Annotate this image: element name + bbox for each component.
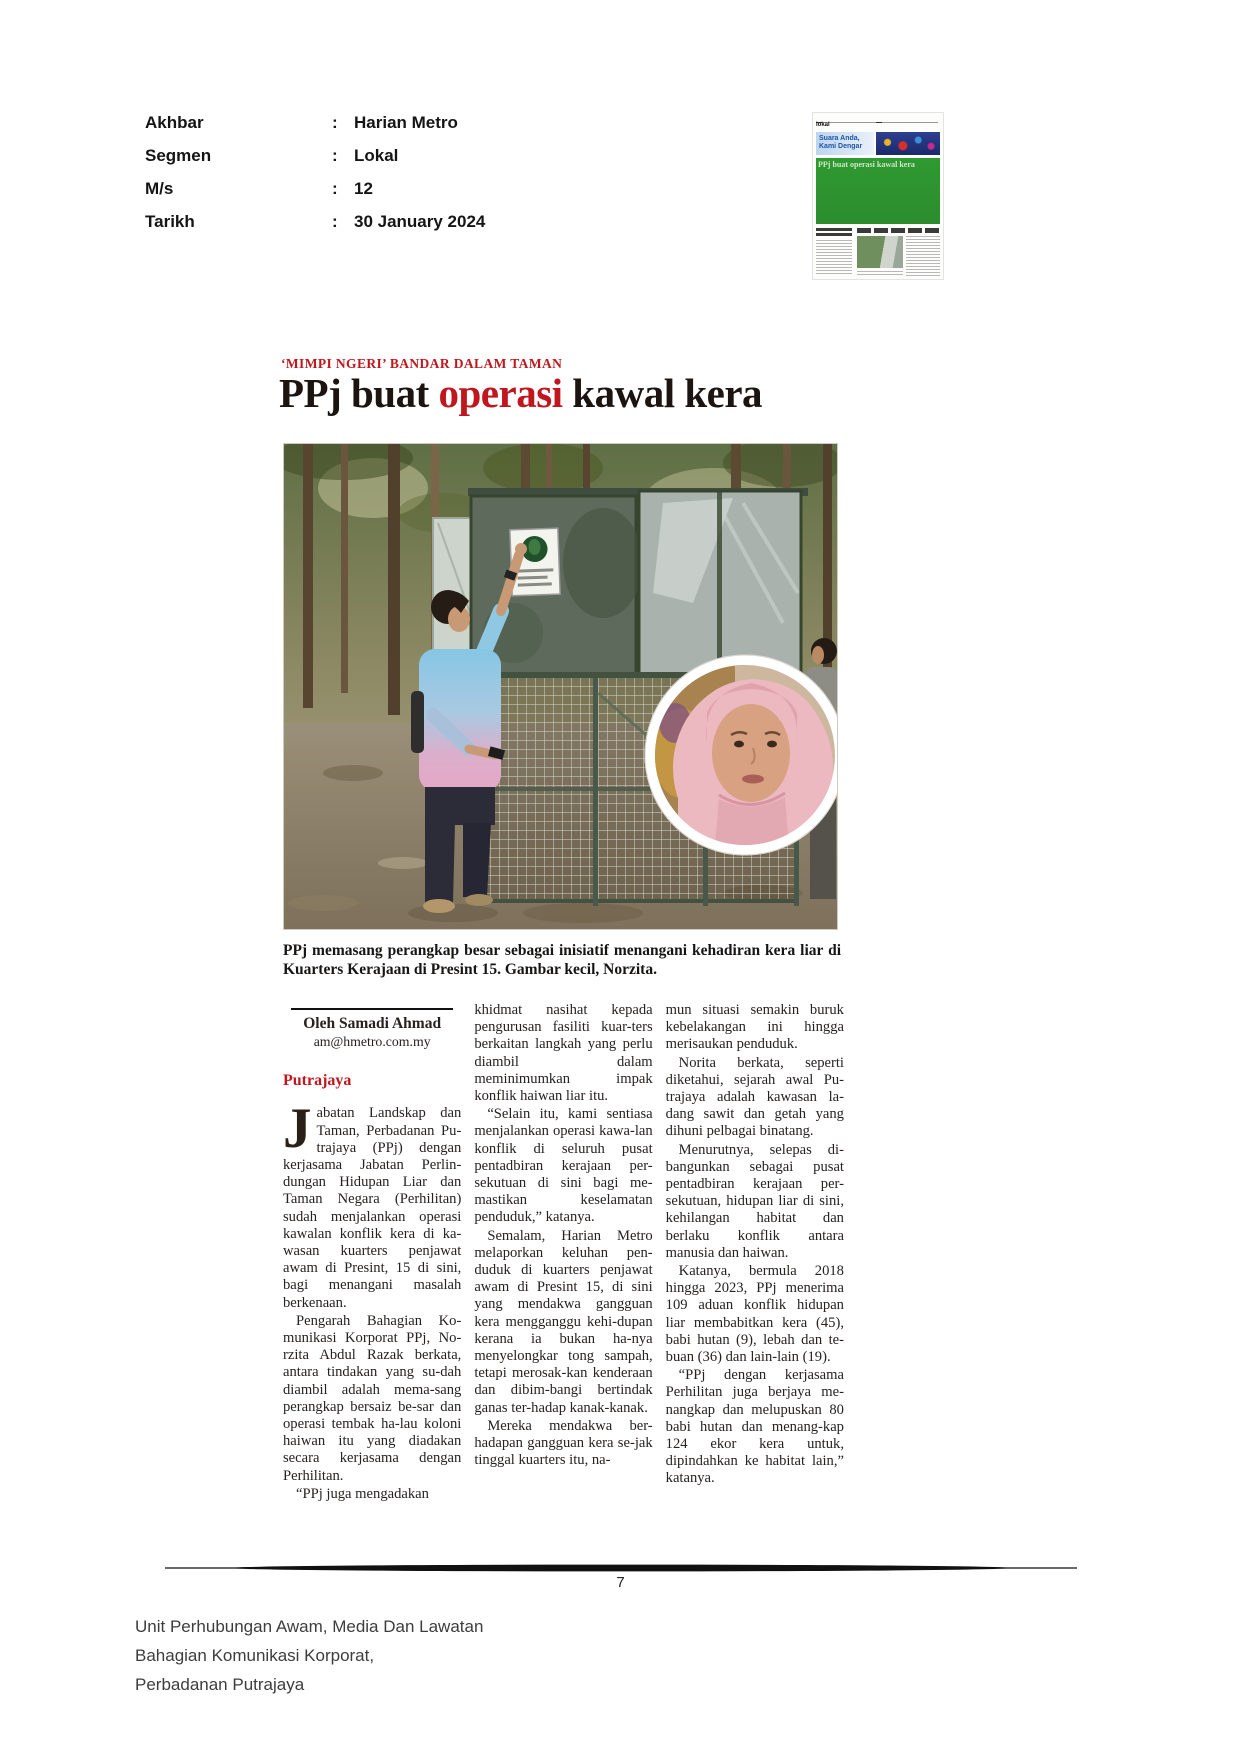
meta-colon: : <box>332 112 338 132</box>
clipping-metadata <box>145 106 485 238</box>
meta-label: M/s <box>145 178 174 198</box>
meta-row-ms <box>145 172 485 205</box>
article-body <box>283 1002 844 1504</box>
monkey-trap-photo-illustration <box>283 443 838 930</box>
headline-part2: kawal kera <box>562 370 763 416</box>
meta-label: Segmen <box>145 145 212 165</box>
thumbnail-headline: PPj buat operasi kawal kera <box>818 160 915 169</box>
thumbnail-promo-line2: Kami Dengar <box>819 143 863 150</box>
thumbnail-promo-box <box>816 132 874 155</box>
thumbnail-text-column-bottom <box>857 271 903 277</box>
thumbnail-section-label: lokal <box>816 122 830 128</box>
paragraph: “Selain itu, kami sentiasa menjalankan operasi kawa-lan konflik di seluruh pusat pentadbiran kerajaan per-sekutuan di sini bagi me-mastikan keselamatan penduduk,” katanya. <box>474 1106 653 1226</box>
paragraph: Menurutnya, selepas di-bangunkan sebagai pusat pentadbiran kerajaan per-sekutuan, hidupan liar di sini, kehilangan habitat dan berlaku konflik antara manusia dan haiwan. <box>665 1141 844 1261</box>
paragraph: khidmat nasihat kepada pengurusan fasiliti kuar-ters berkaitan langkah yang perlu diambil dalam meminimumkan impak konflik haiwan liar itu. <box>474 1002 653 1105</box>
dateline: Putrajaya <box>283 1072 352 1090</box>
paragraph: mun situasi semakin buruk kebelakangan ini hingga merisaukan penduduk. <box>665 1002 844 1053</box>
meta-colon: : <box>332 145 338 165</box>
thumbnail-text-column-left <box>816 240 852 276</box>
byline-email: am@hmetro.com.my <box>313 1033 431 1049</box>
article-photo <box>283 443 838 930</box>
article-headline <box>279 372 919 415</box>
thumbnail-secondary-photo <box>857 236 903 268</box>
meta-value: 12 <box>354 178 373 198</box>
article-kicker: ‘MIMPI NGERI’ BANDAR DALAM TAMAN <box>281 356 563 371</box>
footer-org-line: Bahagian Komunikasi Korporat, <box>135 1646 375 1665</box>
headline-part1: PPj buat <box>279 370 439 416</box>
headline-accent-word: operasi <box>438 370 563 416</box>
page-number: 7 <box>616 1574 625 1591</box>
thumbnail-subheadline-right <box>857 228 940 233</box>
thumbnail-main-photo <box>816 158 940 224</box>
thumbnail-ad-banner <box>876 132 940 155</box>
meta-label: Tarikh <box>145 211 195 231</box>
photo-caption: PPj memasang perangkap besar sebagai inisiatif menangani kehadiran kera liar di Kuarters Kerajaan di Presint 15. Gambar kecil, Norzita. <box>283 942 841 979</box>
meta-row-akhbar <box>145 106 485 139</box>
paragraph: “PPj juga mengadakan <box>296 1485 429 1502</box>
meta-label: Akhbar <box>145 112 204 132</box>
meta-row-segmen <box>145 139 485 172</box>
footer-divider <box>165 1560 1077 1570</box>
paragraph-text: abatan Landskap dan Taman, Perbadanan Pu-trajaya (PPj) dengan kerjasama Jabatan Perlin-dungan Hidupan Liar dan Taman Negara (Perhilitan) sudah menjalankan operasi kawalan konflik kera di ka-wasan kuarters penjawat awam di Presint, 15 di sini, bagi menangani masalah berkenaan. <box>283 1105 462 1311</box>
byline-author: Oleh Samadi Ahmad <box>303 1015 442 1032</box>
paragraph <box>283 1097 462 1311</box>
thumbnail-subheadline-left <box>816 228 852 237</box>
paragraph: Pengarah Bahagian Ko-munikasi Korporat PPj, No-rzita Abdul Razak berkata, antara tindakan yang su-dah diambil adalah mema-sang perangkap bersaiz be-sar dan operasi tembak ha-lau koloni haiwan itu yang diadakan secara kerjasama dengan Perhilitan. <box>283 1312 462 1484</box>
paragraph: Mereka mendakwa ber-hadapan gangguan kera se-jak tinggal kuarters itu, na- <box>474 1417 653 1469</box>
paragraph: Semalam, Harian Metro melaporkan keluhan pen-duduk di kuarters penjawat awam di Presint 15, di sini yang mendakwa gangguan kera mengganggu kehi-dupan kerana ia bukan ha-nya menyelongkar tong sampah, tetapi merosak-kan kenderaan dan dibim-bangi bertindak ganas ter-hadap kanak-kanak. <box>474 1227 653 1416</box>
footer-org-line: Unit Perhubungan Awam, Media Dan Lawatan <box>135 1617 484 1636</box>
thumbnail-text-column-right <box>906 236 940 276</box>
thumbnail-masthead-rule <box>816 120 938 123</box>
newspaper-page-thumbnail <box>812 112 944 280</box>
meta-colon: : <box>332 178 338 198</box>
tapered-divider-line <box>165 1563 1077 1573</box>
paragraph: Norita berkata, seperti diketahui, sejarah awal Pu-trajaya adalah kawasan la-dang sawit dan getah yang dihuni pelbagai binatang. <box>665 1054 844 1140</box>
article-column-3 <box>666 1002 844 1504</box>
meta-row-tarikh <box>145 205 485 238</box>
footer-org-line: Perbadanan Putrajaya <box>135 1675 305 1694</box>
dropcap-letter: J <box>283 1097 312 1161</box>
paragraph: Katanya, bermula 2018 hingga 2023, PPj menerima 109 aduan konflik hidupan liar membabitkan kera (45), babi hutan (9), lebah dan te-buan (36) dan lain-lain (19). <box>665 1263 844 1366</box>
meta-colon: : <box>332 211 338 231</box>
article-column-2 <box>474 1002 652 1504</box>
meta-value: Lokal <box>354 145 399 165</box>
meta-value: 30 January 2024 <box>354 211 486 231</box>
meta-value: Harian Metro <box>354 112 458 132</box>
byline-rule <box>291 1008 453 1010</box>
footer-organization <box>135 1612 483 1699</box>
thumbnail-promo-line1: Suara Anda, <box>819 135 860 142</box>
paragraph: “PPj dengan kerjasama Perhilitan juga berjaya me-nangkap dan melupuskan 80 babi hutan dan menang-kap 124 ekor kera untuk, dipindahkan ke habitat lain,” katanya. <box>665 1367 844 1487</box>
article-column-1 <box>283 1002 461 1504</box>
